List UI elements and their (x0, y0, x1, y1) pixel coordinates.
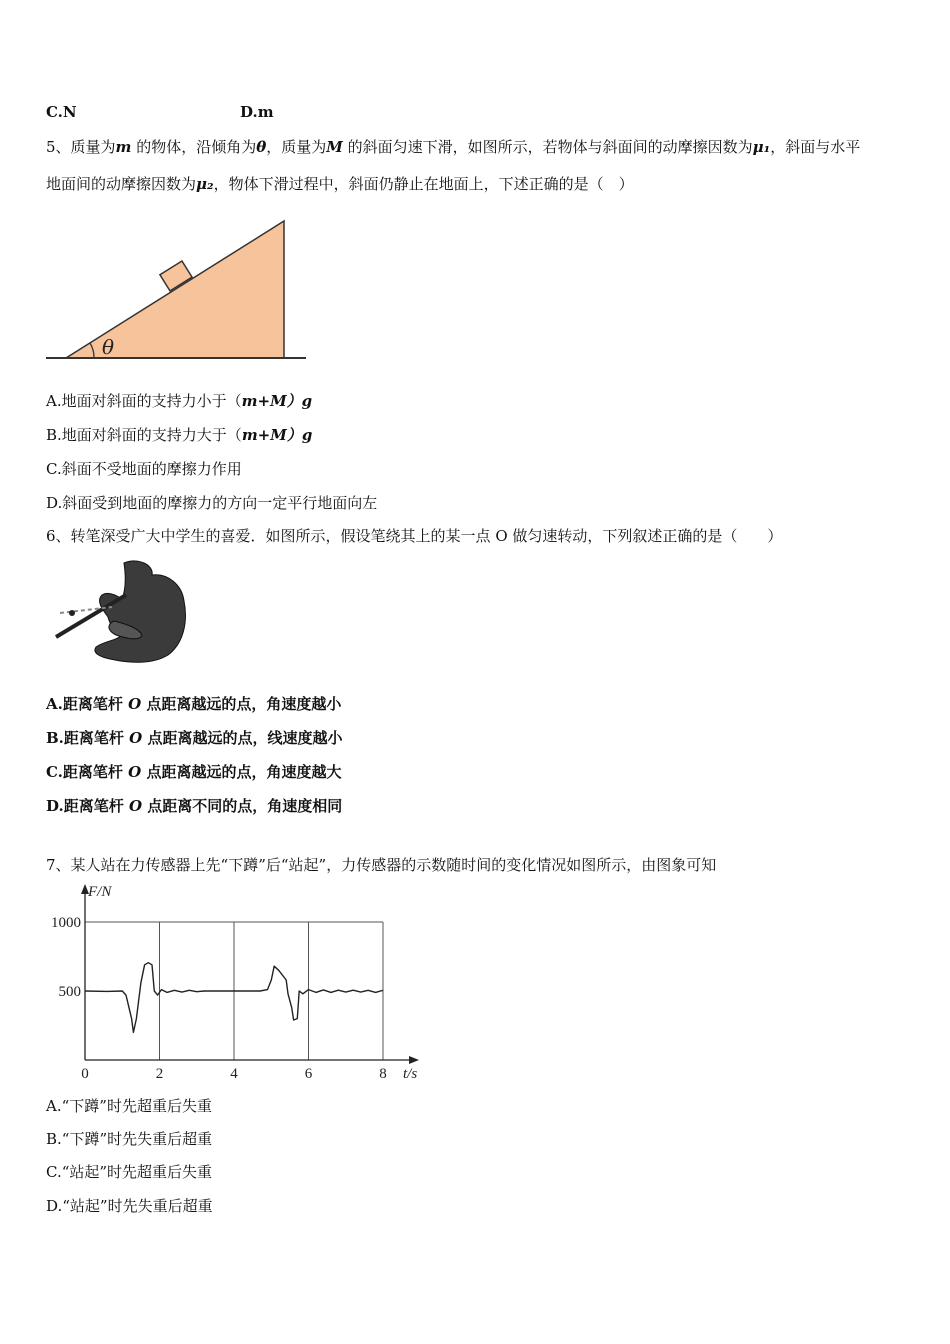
option-text: “下蹲”时先失重后超重 (61, 1130, 213, 1148)
q4-option-d (240, 102, 274, 122)
q5-text: 5、质量为 (46, 138, 116, 156)
incline-figure (44, 215, 314, 365)
option-text: 点距离越远的点，角速度越小 (141, 695, 342, 713)
x-axis-arrow (409, 1056, 419, 1064)
option-letter: C. (46, 763, 63, 781)
incline-triangle (66, 221, 284, 358)
option-letter: C. (46, 460, 62, 478)
option-mass-sum: m+M (241, 426, 287, 444)
q6-option-b (46, 728, 342, 748)
q7-option-c (46, 1162, 212, 1182)
q6-option-c (46, 762, 341, 782)
option-letter: A. (46, 1097, 62, 1115)
q4-option-c (46, 102, 77, 122)
q5-text: 的物体，沿倾角为 (131, 138, 257, 156)
option-letter: D. (240, 103, 258, 121)
option-letter: C. (46, 103, 63, 121)
q7-option-d (46, 1196, 213, 1216)
q5-text: ，质量为 (266, 138, 327, 156)
option-text: 点距离越远的点，角速度越大 (141, 763, 342, 781)
x-tick-label: 0 (81, 1066, 89, 1082)
symbol-m: m (115, 138, 132, 156)
x-tick-label: 4 (230, 1066, 238, 1082)
option-letter: B. (46, 729, 64, 747)
hand-shape (95, 561, 185, 662)
symbol-mu1: μ₁ (752, 138, 771, 156)
q5-option-d (46, 493, 377, 513)
x-tick-label: 2 (155, 1066, 164, 1082)
symbol-M: M (326, 138, 343, 156)
q5-stem-line1 (46, 137, 860, 157)
point-o: O (129, 729, 143, 747)
q7-option-a (46, 1096, 212, 1116)
option-text: m (257, 103, 274, 121)
q5-text: 的斜面匀速下滑，如图所示，若物体与斜面间的动摩擦因数为 (342, 138, 753, 156)
option-text: 距离笔杆 (62, 763, 129, 781)
option-text: 地面对斜面的支持力大于（ (61, 426, 242, 444)
option-text: 点距离越远的点，线速度越小 (142, 729, 343, 747)
q7-stem: 7、某人站在力传感器上先“下蹲”后“站起”，力传感器的示数随时间的变化情况如图所示，由图象可知 (46, 856, 717, 874)
y-tick-label: 1000 (51, 915, 81, 931)
option-letter: C. (46, 1163, 62, 1181)
symbol-theta: θ (256, 138, 267, 156)
option-letter: D. (46, 494, 63, 512)
symbol-mu2: μ₂ (196, 175, 214, 193)
option-g: ）g (286, 426, 313, 444)
q6-option-a (46, 694, 341, 714)
q5-option-c (46, 459, 242, 479)
option-text: 斜面受到地面的摩擦力的方向一定平行地面向左 (62, 494, 378, 512)
q6-stem: 6、转笔深受广大中学生的喜爱．如图所示，假设笔绕其上的某一点 O 做匀速转动，下列叙述正确的是（ ） (46, 527, 783, 545)
option-letter: D. (46, 1197, 63, 1215)
point-o: O (128, 695, 142, 713)
option-text: “站起”时先超重后失重 (61, 1163, 213, 1181)
option-letter: A. (46, 392, 62, 410)
angle-label: θ (102, 335, 115, 359)
point-o: O (128, 797, 143, 815)
q7-option-b (46, 1129, 212, 1149)
q5-option-b (46, 425, 312, 445)
option-letter: A. (46, 695, 63, 713)
x-tick-label: 8 (379, 1066, 387, 1082)
pen-spinning-hand-figure (52, 555, 192, 665)
option-text: 距离笔杆 (62, 695, 129, 713)
option-text: 点距离不同的点，角速度相同 (142, 797, 343, 815)
point-o: O (128, 763, 142, 781)
y-tick-label: 500 (58, 984, 81, 1000)
option-text: 距离笔杆 (63, 729, 130, 747)
option-letter: B. (46, 1130, 62, 1148)
q5-stem-line2 (46, 174, 634, 194)
q5-option-a (46, 391, 312, 411)
option-text: “站起”时先失重后超重 (62, 1197, 213, 1215)
y-axis-label: F/N (88, 884, 112, 900)
option-mass-sum: m+M (241, 392, 287, 410)
q5-text: ，物体下滑过程中，斜面仍静止在地面上，下述正确的是（ ） (213, 175, 634, 193)
q5-text: ，斜面与水平 (770, 138, 861, 156)
option-letter: D. (46, 797, 64, 815)
option-letter: B. (46, 426, 62, 444)
force-time-chart (40, 882, 440, 1082)
x-tick-label: 6 (304, 1066, 313, 1082)
option-text: “下蹲”时先超重后失重 (61, 1097, 212, 1115)
x-axis-label: t/s (403, 1066, 418, 1082)
option-text: 距离笔杆 (63, 797, 129, 815)
option-text: N (62, 103, 77, 121)
option-text: 斜面不受地面的摩擦力作用 (61, 460, 242, 478)
pen-tip (69, 610, 75, 616)
q5-text: 地面间的动摩擦因数为 (46, 175, 197, 193)
option-text: 地面对斜面的支持力小于（ (61, 392, 242, 410)
option-g: ）g (286, 392, 313, 410)
q6-option-d (46, 796, 342, 816)
